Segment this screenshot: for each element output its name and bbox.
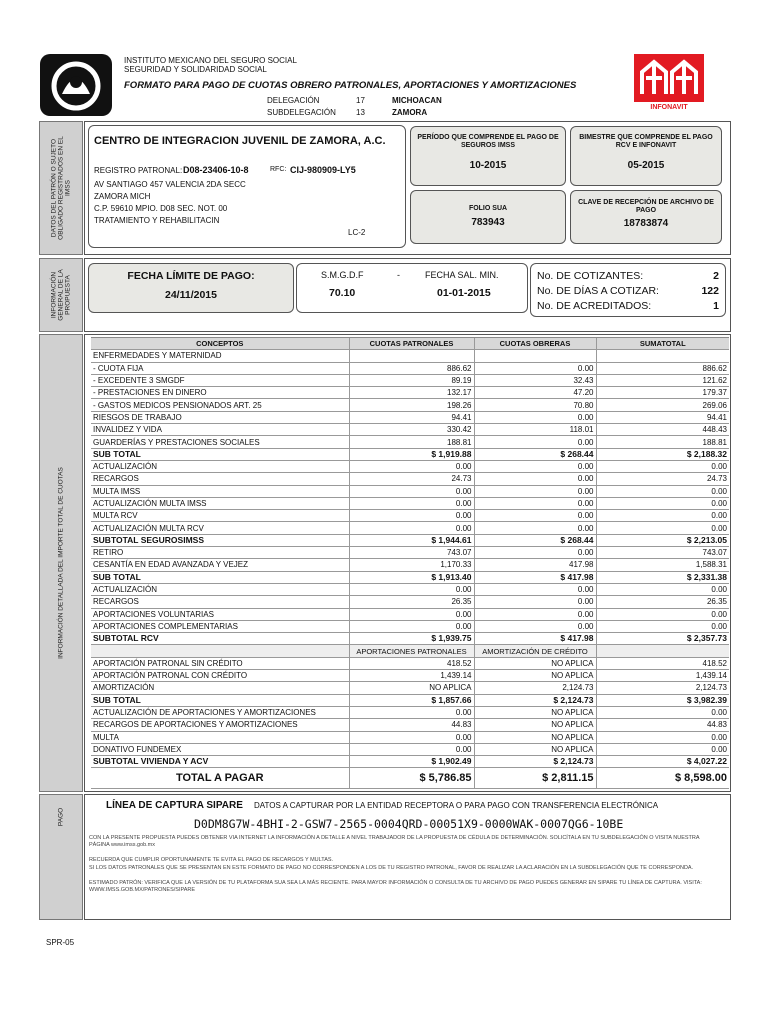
table-cell: 132.17 <box>349 387 474 399</box>
note-recargos: RECUERDA QUE CUMPLIR OPORTUNAMENTE TE EVITA EL PAGO DE RECARGOS Y MULTAS. <box>89 857 334 863</box>
smgdf-label: S.M.G.D.F <box>321 270 364 280</box>
table-cell: $ 1,944.61 <box>349 534 474 546</box>
table-cell: 0.00 <box>349 743 474 755</box>
column-header: CONCEPTOS <box>91 338 349 350</box>
table-cell: 0.00 <box>349 497 474 509</box>
table-cell: 418.52 <box>596 657 729 669</box>
address-line4: TRATAMIENTO Y REHABILITACIN <box>94 216 220 225</box>
registro-label: REGISTRO PATRONAL: <box>94 166 183 175</box>
table-cell: 269.06 <box>596 399 729 411</box>
form-code: SPR-05 <box>46 938 75 947</box>
table-cell: 330.42 <box>349 424 474 436</box>
table-row <box>91 706 729 718</box>
org-line2: SEGURIDAD Y SOLIDARIDAD SOCIAL <box>124 65 267 74</box>
form-title: FORMATO PARA PAGO DE CUOTAS OBRERO PATRONALES, APORTACIONES Y AMORTIZACIONES <box>124 80 577 91</box>
table-cell: APORTACIÓN PATRONAL SIN CRÉDITO <box>91 657 349 669</box>
table-cell: 1,170.33 <box>349 559 474 571</box>
table-cell: $ 2,213.05 <box>596 534 729 546</box>
note-aclaracion: SI LOS DATOS PATRONALES QUE SE PRESENTAN EN ESTE FORMATO DE PAGO NO CORRESPONDEN A LOS DE TU REGISTRO PATRONAL, FAVOR DE REALIZAR LA ACLARACIÓN EN LA SUBDELEGACIÓN QUE TE CORRESPONDA. <box>89 865 694 871</box>
fecha-sal-value: 01-01-2015 <box>437 287 491 299</box>
table-cell: MULTA IMSS <box>91 485 349 497</box>
table-cell: 0.00 <box>596 522 729 534</box>
table-cell: NO APLICA <box>474 670 596 682</box>
table-cell: 0.00 <box>596 608 729 620</box>
table-cell: MULTA RCV <box>91 510 349 522</box>
clave-label: CLAVE DE RECEPCIÓN DE ARCHIVO DE PAGO <box>578 199 714 214</box>
table-cell: 32.43 <box>474 374 596 386</box>
table-cell: - PRESTACIONES EN DINERO <box>91 387 349 399</box>
table-cell: $ 1,902.49 <box>349 756 474 768</box>
table-cell: - GASTOS MEDICOS PENSIONADOS ART. 25 <box>91 399 349 411</box>
table-cell: 1,439.14 <box>596 670 729 682</box>
table-cell: 886.62 <box>349 362 474 374</box>
table-cell: SUB TOTAL <box>91 448 349 460</box>
table-row <box>91 620 729 632</box>
subtotal-row <box>91 448 729 460</box>
info-side-label: INFORMACIÓN GENERAL DE LA PROPUESTA <box>39 258 83 332</box>
bimestre-label: BIMESTRE QUE COMPRENDE EL PAGO RCV E INFONAVIT <box>579 134 713 149</box>
table-cell: SUB TOTAL <box>91 694 349 706</box>
table-cell: 94.41 <box>349 411 474 423</box>
table-cell: $ 268.44 <box>474 534 596 546</box>
column-header: CUOTAS OBRERAS <box>474 338 596 350</box>
table-cell: $ 268.44 <box>474 448 596 460</box>
table-cell: $ 2,188.32 <box>596 448 729 460</box>
table-cell: - EXCEDENTE 3 SMGDF <box>91 374 349 386</box>
table-row <box>91 596 729 608</box>
note-detalle: CON LA PRESENTE PROPUESTA PUEDES OBTENER VIA INTERNET LA INFORMACIÓN A DETALLE A NIVEL TRABAJADOR DE LA PROPUESTA DE CÉDULA DE DETERMINACIÓN. SOLICÍTALA EN TU SUBDELEGACIÓN O VISITA NUESTRA PÁGINA www.imss.gob.mx <box>89 835 700 848</box>
rfc-label: RFC: <box>270 166 287 173</box>
table-cell: - CUOTA FIJA <box>91 362 349 374</box>
subtotal-row <box>91 694 729 706</box>
table-cell <box>596 645 729 657</box>
table-cell: NO APLICA <box>474 731 596 743</box>
delegacion-name: MICHOACAN <box>392 96 442 105</box>
lc-code: LC-2 <box>348 228 366 237</box>
table-cell: $ 1,939.75 <box>349 633 474 645</box>
table-row <box>91 497 729 509</box>
table-cell: 0.00 <box>474 522 596 534</box>
table-cell: 0.00 <box>596 731 729 743</box>
smgdf-value: 70.10 <box>329 287 356 299</box>
table-cell: 2,124.73 <box>474 682 596 694</box>
table-cell: RIESGOS DE TRABAJO <box>91 411 349 423</box>
smgdf-box <box>296 263 528 313</box>
table-cell: 0.00 <box>596 485 729 497</box>
table-cell: NO APLICA <box>349 682 474 694</box>
patron-side-label: DATOS DEL PATRÓN O SUJETO OBLIGADO REGISTRADOS EN EL IMSS <box>39 121 83 255</box>
table-cell: 26.35 <box>349 596 474 608</box>
table-row <box>91 719 729 731</box>
subtotal-row <box>91 756 729 768</box>
table-cell: 0.00 <box>349 608 474 620</box>
table-cell: SUBTOTAL RCV <box>91 633 349 645</box>
table-cell: ACTUALIZACIÓN MULTA IMSS <box>91 497 349 509</box>
table-cell: 0.00 <box>596 510 729 522</box>
table-row <box>91 350 729 362</box>
table-cell <box>91 645 349 657</box>
table-row <box>91 473 729 485</box>
table-row <box>91 436 729 448</box>
table-cell: 743.07 <box>349 547 474 559</box>
pago-side-label: PAGO <box>39 794 83 920</box>
table-cell: 417.98 <box>474 559 596 571</box>
table-cell: 0.00 <box>474 485 596 497</box>
total-row <box>91 768 729 789</box>
periodo-value: 10-2015 <box>469 160 507 171</box>
subdelegacion-label: SUBDELEGACIÓN <box>267 108 336 117</box>
table-cell: 188.81 <box>349 436 474 448</box>
folio-box <box>410 190 566 244</box>
table-cell: $ 2,124.73 <box>474 694 596 706</box>
table-cell: $ 2,811.15 <box>474 768 596 789</box>
table-cell: 0.00 <box>596 620 729 632</box>
table-cell: 118.01 <box>474 424 596 436</box>
fecha-sal-label: FECHA SAL. MIN. <box>425 270 499 280</box>
table-cell: ACTUALIZACIÓN DE APORTACIONES Y AMORTIZACIONES <box>91 706 349 718</box>
table-cell <box>474 350 596 362</box>
table-row <box>91 399 729 411</box>
registro-patronal: D08-23406-10-8 <box>183 165 249 175</box>
table-row <box>91 583 729 595</box>
delegacion-num: 17 <box>356 96 365 105</box>
column-header: SUMATOTAL <box>596 338 729 350</box>
table-cell: 743.07 <box>596 547 729 559</box>
table-cell: $ 8,598.00 <box>596 768 729 789</box>
table-cell: APORTACIONES VOLUNTARIAS <box>91 608 349 620</box>
table-side-label: INFORMACIÓN DETALLADA DEL IMPORTE TOTAL DE CUOTAS <box>39 334 83 792</box>
table-cell: RETIRO <box>91 547 349 559</box>
table-cell: 44.83 <box>596 719 729 731</box>
table-cell: TOTAL A PAGAR <box>91 768 349 789</box>
table-cell: RECARGOS <box>91 596 349 608</box>
table-cell: SUBTOTAL SEGUROSIMSS <box>91 534 349 546</box>
table-cell: 47.20 <box>474 387 596 399</box>
table-cell: 1,588.31 <box>596 559 729 571</box>
periodo-box <box>410 126 566 186</box>
table-cell: $ 1,919.88 <box>349 448 474 460</box>
linea-captura-code: D0DM8G7W-4BHI-2-GSW7-2565-0004QRD-00051X9-0000WAK-0007QG6-10BE <box>194 817 624 831</box>
table-cell: 0.00 <box>474 596 596 608</box>
table-cell: AMORTIZACIÓN <box>91 682 349 694</box>
subtotal-row <box>91 571 729 583</box>
table-cell: 26.35 <box>596 596 729 608</box>
table-cell: 2,124.73 <box>596 682 729 694</box>
clave-box <box>570 190 722 244</box>
table-cell: $ 2,331.38 <box>596 571 729 583</box>
table-cell: 0.00 <box>596 583 729 595</box>
table-cell: APORTACIÓN PATRONAL CON CRÉDITO <box>91 670 349 682</box>
column-header: CUOTAS PATRONALES <box>349 338 474 350</box>
dias-label: No. DE DÍAS A COTIZAR: <box>537 285 659 297</box>
table-cell: 0.00 <box>596 460 729 472</box>
table-row <box>91 362 729 374</box>
linea-captura-title: LÍNEA DE CAPTURA SIPARE <box>106 800 243 811</box>
table-cell: 418.52 <box>349 657 474 669</box>
table-cell: ACTUALIZACIÓN <box>91 460 349 472</box>
table-row <box>91 682 729 694</box>
table-row <box>91 547 729 559</box>
infonavit-logo <box>634 54 704 102</box>
table-cell: $ 1,913.40 <box>349 571 474 583</box>
table-cell: $ 417.98 <box>474 633 596 645</box>
table-row <box>91 645 729 657</box>
table-cell: $ 1,857.66 <box>349 694 474 706</box>
table-cell: $ 417.98 <box>474 571 596 583</box>
table-cell: NO APLICA <box>474 657 596 669</box>
table-row <box>91 411 729 423</box>
table-cell: NO APLICA <box>474 706 596 718</box>
table-cell: RECARGOS DE APORTACIONES Y AMORTIZACIONES <box>91 719 349 731</box>
patron-name: CENTRO DE INTEGRACION JUVENIL DE ZAMORA, A.C. <box>94 135 386 147</box>
table-cell: AMORTIZACIÓN DE CRÉDITO <box>474 645 596 657</box>
subtotal-row <box>91 633 729 645</box>
table-cell: 0.00 <box>474 473 596 485</box>
table-cell: 0.00 <box>474 411 596 423</box>
table-cell: $ 5,786.85 <box>349 768 474 789</box>
subtotal-row <box>91 534 729 546</box>
table-cell: 0.00 <box>474 510 596 522</box>
table-cell: SUBTOTAL VIVIENDA Y ACV <box>91 756 349 768</box>
fecha-limite-value: 24/11/2015 <box>165 289 217 301</box>
folio-value: 783943 <box>471 217 505 228</box>
acreditados-label: No. DE ACREDITADOS: <box>537 300 652 312</box>
table-cell: NO APLICA <box>474 743 596 755</box>
table-cell: 0.00 <box>349 706 474 718</box>
table-row <box>91 657 729 669</box>
fecha-limite-box <box>88 263 294 313</box>
clave-value: 18783874 <box>623 218 669 229</box>
rfc-value: CIJ-980909-LY5 <box>290 165 356 175</box>
table-cell: 0.00 <box>596 706 729 718</box>
bimestre-box <box>570 126 722 186</box>
table-cell: 121.62 <box>596 374 729 386</box>
table-row <box>91 743 729 755</box>
table-cell: $ 2,357.73 <box>596 633 729 645</box>
table-cell: $ 3,982.39 <box>596 694 729 706</box>
table-row <box>91 485 729 497</box>
table-cell: 24.73 <box>349 473 474 485</box>
table-cell: 0.00 <box>596 497 729 509</box>
table-row <box>91 559 729 571</box>
periodo-label: PERÍODO QUE COMPRENDE EL PAGO DE SEGUROS IMSS <box>417 134 559 149</box>
table-cell: 0.00 <box>474 362 596 374</box>
fecha-limite-label: FECHA LÍMITE DE PAGO: <box>127 270 255 282</box>
table-cell: SUB TOTAL <box>91 571 349 583</box>
table-cell: 0.00 <box>349 620 474 632</box>
table-cell: ACTUALIZACIÓN MULTA RCV <box>91 522 349 534</box>
table-cell: $ 4,027.22 <box>596 756 729 768</box>
table-cell <box>596 350 729 362</box>
table-cell: GUARDERÍAS Y PRESTACIONES SOCIALES <box>91 436 349 448</box>
address-line2: ZAMORA MICH <box>94 192 151 201</box>
table-row <box>91 522 729 534</box>
infonavit-text: INFONAVIT <box>650 104 688 111</box>
note-sua: ESTIMADO PATRÓN: VERIFICA QUE LA VERSIÓN DE TU PLATAFORMA SUA SEA LA MÁS RECIENTE. PARA MAYOR INFORMACIÓN O CONSULTA DE TU ARCHIVO DE PAGO PUEDES GENERAR EN SIPARE TU LÍNEA DE CAPTURA. VISITA: WWW.IMSS.GOB.MX/PATRONES/SIPARE <box>89 880 702 893</box>
table-cell: 0.00 <box>474 583 596 595</box>
address-line1: AV SANTIAGO 457 VALENCIA 2DA SECC <box>94 180 246 189</box>
table-cell: 1,439.14 <box>349 670 474 682</box>
table-cell: 0.00 <box>349 583 474 595</box>
table-cell: 0.00 <box>349 485 474 497</box>
bimestre-value: 05-2015 <box>627 160 665 171</box>
acreditados-value: 1 <box>713 300 719 312</box>
table-cell: 0.00 <box>474 608 596 620</box>
table-cell: 24.73 <box>596 473 729 485</box>
table-header-row <box>91 338 729 350</box>
folio-label: FOLIO SUA <box>468 205 508 212</box>
table-cell: CESANTÍA EN EDAD AVANZADA Y VEJEZ <box>91 559 349 571</box>
table-row <box>91 510 729 522</box>
smgdf-dash: - <box>397 270 400 280</box>
table-cell: 179.37 <box>596 387 729 399</box>
table-cell: 0.00 <box>349 731 474 743</box>
table-cell: 0.00 <box>349 522 474 534</box>
table-cell: 198.26 <box>349 399 474 411</box>
linea-captura-desc: DATOS A CAPTURAR POR LA ENTIDAD RECEPTORA O PARA PAGO CON TRANSFERENCIA ELECTRÓNICA <box>254 801 659 810</box>
table-cell: 0.00 <box>474 497 596 509</box>
imss-logo <box>40 54 112 116</box>
delegacion-label: DELEGACIÓN <box>267 96 320 105</box>
subdelegacion-name: ZAMORA <box>392 108 428 117</box>
cotizantes-box <box>530 263 726 317</box>
table-cell: NO APLICA <box>474 719 596 731</box>
table-cell: APORTACIONES COMPLEMENTARIAS <box>91 620 349 632</box>
cotizantes-label: No. DE COTIZANTES: <box>537 270 644 282</box>
table-cell: DONATIVO FUNDEMEX <box>91 743 349 755</box>
subdelegacion-num: 13 <box>356 108 365 117</box>
table-cell: ACTUALIZACIÓN <box>91 583 349 595</box>
dias-value: 122 <box>701 285 719 297</box>
table-cell: 188.81 <box>596 436 729 448</box>
table-cell: 89.19 <box>349 374 474 386</box>
table-cell <box>349 350 474 362</box>
table-cell: 886.62 <box>596 362 729 374</box>
table-row <box>91 460 729 472</box>
table-cell: 44.83 <box>349 719 474 731</box>
cuotas-table <box>91 337 729 789</box>
table-cell: 0.00 <box>349 460 474 472</box>
table-cell: 94.41 <box>596 411 729 423</box>
table-row <box>91 387 729 399</box>
table-cell: 0.00 <box>474 436 596 448</box>
table-cell: ENFERMEDADES Y MATERNIDAD <box>91 350 349 362</box>
table-row <box>91 731 729 743</box>
address-line3: C.P. 59610 MPIO. D08 SEC. NOT. 00 <box>94 204 228 213</box>
table-cell: 448.43 <box>596 424 729 436</box>
table-cell: MULTA <box>91 731 349 743</box>
table-row <box>91 374 729 386</box>
table-row <box>91 608 729 620</box>
table-cell: 0.00 <box>474 547 596 559</box>
table-cell: 0.00 <box>349 510 474 522</box>
table-row <box>91 670 729 682</box>
table-row <box>91 424 729 436</box>
table-cell: 0.00 <box>474 620 596 632</box>
table-cell: APORTACIONES PATRONALES <box>349 645 474 657</box>
table-cell: RECARGOS <box>91 473 349 485</box>
org-line1: INSTITUTO MEXICANO DEL SEGURO SOCIAL <box>124 56 297 65</box>
cotizantes-value: 2 <box>713 270 719 282</box>
table-cell: $ 2,124.73 <box>474 756 596 768</box>
table-cell: 0.00 <box>596 743 729 755</box>
table-cell: INVALIDEZ Y VIDA <box>91 424 349 436</box>
table-cell: 0.00 <box>474 460 596 472</box>
table-cell: 70.80 <box>474 399 596 411</box>
